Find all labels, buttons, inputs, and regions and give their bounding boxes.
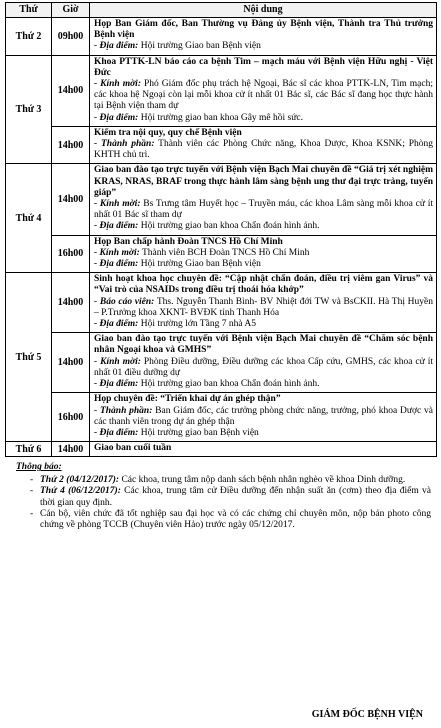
event-detail [94,297,433,319]
detail-text: Phòng Điều dưỡng, Điều dưỡng các khoa Cấp cứu, GMHS, các khoa cử ít nhất 01 điều dưỡng dự [94,356,434,378]
content-cell [90,333,437,393]
detail-text: Hội trường giao ban Bệnh viện [138,427,259,438]
time-cell: 14h00 [52,442,90,457]
bullet-dash: - [30,474,34,485]
day-cell: Thứ 4 [6,164,52,273]
day-cell: Thứ 6 [6,442,52,457]
detail-text: Hội trường giao ban khoa Chẩn đoán hình ảnh. [138,221,320,232]
table-row [6,235,437,273]
event-detail [94,428,433,439]
detail-label: - Kính mời: [94,247,140,258]
detail-label: - Địa điểm: [94,112,139,123]
content-cell [90,235,437,273]
notice-text: Các khoa, trung tâm nộp danh sách bệnh nhân nghèo về khoa Dinh dưỡng. [119,474,406,485]
signature-title: GIÁM ĐỐC BỆNH VIỆN [311,709,423,720]
event-title: Họp Ban Giám đốc, Ban Thường vụ Đảng ủy Bệnh viện, Thành tra Thủ trưởng Bệnh viện [94,19,433,41]
day-cell: Thứ 5 [6,273,52,442]
detail-text: Phó Giám đốc phụ trách hệ Ngoại, Bác sĩ các khoa PTTK-LN, Tim mạch; các khoa hệ Ngoại còn lại mỗi khoa cử ít nhất 01 Bác sĩ, các Bác sĩ đang học thực hành tại Bệnh viện tham dự [94,79,433,112]
event-detail [94,259,433,270]
event-detail [94,113,433,124]
time-cell: 14h00 [52,164,90,235]
notice-title: Thông báo: [16,462,62,473]
table-row [6,442,437,457]
detail-text: Hội trường Giao ban Bệnh viện [138,259,261,270]
time-cell: 14h00 [52,126,90,164]
notice-text: Cán bộ, viên chức đã tốt nghiệp sau đại học và có các chứng chỉ chuyên môn, nộp bản photo công chứng về phòng TCCB (Chuyên viên Hảo) trước ngày 05/12/2017. [40,508,431,531]
content-cell [90,273,437,333]
detail-label: - Địa điểm: [94,427,139,438]
event-title: Sinh hoạt khoa học chuyên đề: “Cập nhật chẩn đoán, điều trị viêm gan Virus” và “Vai trò của NSAIDs trong điều trị thoái hóa khớp” [94,274,433,296]
detail-label: - Địa điểm: [94,259,139,270]
event-title: Khoa PTTK-LN báo cáo ca bệnh Tim – mạch máu với Bệnh viện Hữu nghị - Việt Đức [94,56,433,78]
table-header-row [6,3,437,18]
detail-text: Hội trường lớn Tầng 7 nhà A5 [138,319,256,330]
detail-text: Bs Trưng tâm Huyết học – Truyền máu, các khoa Lâm sàng mỗi khoa cử ít nhất 01 Bác sĩ tham dự [94,199,434,221]
content-cell [90,164,437,235]
time-cell: 16h00 [52,393,90,442]
detail-label: - Thành phần: [94,139,155,150]
content-cell [90,55,437,126]
day-cell: Thứ 3 [6,55,52,164]
content-cell [90,126,437,164]
time-cell: 14h00 [52,55,90,126]
schedule-table [5,2,437,457]
detail-text: Hội trường giao ban khoa Gây mê hồi sức. [138,112,303,123]
notice-list [16,475,431,532]
detail-text: Hội trường Giao ban Bệnh viện [138,41,261,52]
detail-text: Thành viên các Phòng Chức năng, Khoa Dược, Khoa KSNK; Phòng KHTH chủ trì. [94,139,433,161]
notice-label: Thứ 4 (06/12/2017): [40,486,121,497]
content-cell [90,442,437,457]
content-cell [90,18,437,56]
event-title: Họp Ban chấp hành Đoàn TNCS Hồ Chí Minh [94,236,283,247]
event-detail [94,248,433,259]
bullet-dash: - [30,486,34,497]
event-detail [94,406,433,428]
day-cell: Thứ 2 [6,18,52,56]
detail-text: Thành viên BCH Đoàn TNCS Hồ Chí Minh [139,247,310,258]
detail-label: - Địa điểm: [94,379,139,390]
time-cell: 14h00 [52,273,90,333]
event-detail [94,319,433,330]
event-title: Giao ban đào tạo trực tuyến với Bệnh viện Bạch Mai chuyên đề “Chăm sóc bệnh nhân Ngoại khoa và GMHS” [94,334,433,356]
event-detail [94,357,433,379]
detail-label: - Kính mời: [94,356,141,367]
notice-item [16,486,431,509]
table-row [6,18,437,56]
event-detail [94,199,433,221]
detail-label: - Địa điểm: [94,221,139,232]
time-cell: 09h00 [52,18,90,56]
detail-label: - Thành phần: [94,405,153,416]
table-row [6,273,437,333]
notice-item [16,509,431,532]
table-row [6,55,437,126]
table-row [6,164,437,235]
detail-text: Ths. Nguyễn Thanh Bình- BV Nhiệt đới TW và BsCKII. Hà Thị Huyền – P.Trưởng khoa XKNT- BVĐK tỉnh Thanh Hóa [94,296,433,318]
time-cell: 16h00 [52,235,90,273]
event-detail [94,139,433,161]
notice-item [16,475,431,486]
detail-label: - Kính mời: [94,199,141,210]
detail-label: - Địa điểm: [94,319,139,330]
event-title: Kiểm tra nội quy, quy chế Bệnh viện [94,127,242,138]
notice-text: Các khoa, trung tâm cử Điều dưỡng đến nhận suất ăn (cơm) theo địa điểm và thời gian quy định. [40,486,431,508]
detail-label: - Báo cáo viên: [94,296,155,307]
event-title: Họp chuyên đề: “Triển khai dự án ghép thận” [94,394,281,405]
header-time: Giờ [52,3,90,18]
header-day: Thứ [6,3,52,18]
event-detail [94,379,433,390]
table-row [6,126,437,164]
bullet-dash: - [30,508,34,519]
table-row [6,393,437,442]
notice-label: Thứ 2 (04/12/2017): [40,474,120,485]
schedule-body [6,18,437,457]
detail-label: - Kính mời: [94,79,141,90]
event-detail [94,41,433,52]
detail-text: Ban Giám đốc, các trưởng phòng chức năng, trưởng, phó khoa Dược và các thanh viên trong dự án ghép thận [94,405,433,427]
detail-text: Hội trường giao ban khoa Chẩn đoán hình ảnh. [138,379,320,390]
event-title: Giao ban cuối tuần [94,443,172,454]
event-title: Giao ban đào tạo trực tuyến với Bệnh viện Bạch Mai chuyên đề “Giá trị xét nghiệm KRAS, NRAS, BRAF trong thực hành lâm sàng bệnh ung thư đại trực tràng, tuyến giáp” [94,165,433,198]
content-cell [90,393,437,442]
notice-section [16,462,431,531]
table-row [6,333,437,393]
time-cell: 14h00 [52,333,90,393]
event-detail [94,221,433,232]
event-detail [94,79,433,113]
header-content: Nội dung [90,3,437,18]
detail-label: - Địa điểm: [94,41,139,52]
